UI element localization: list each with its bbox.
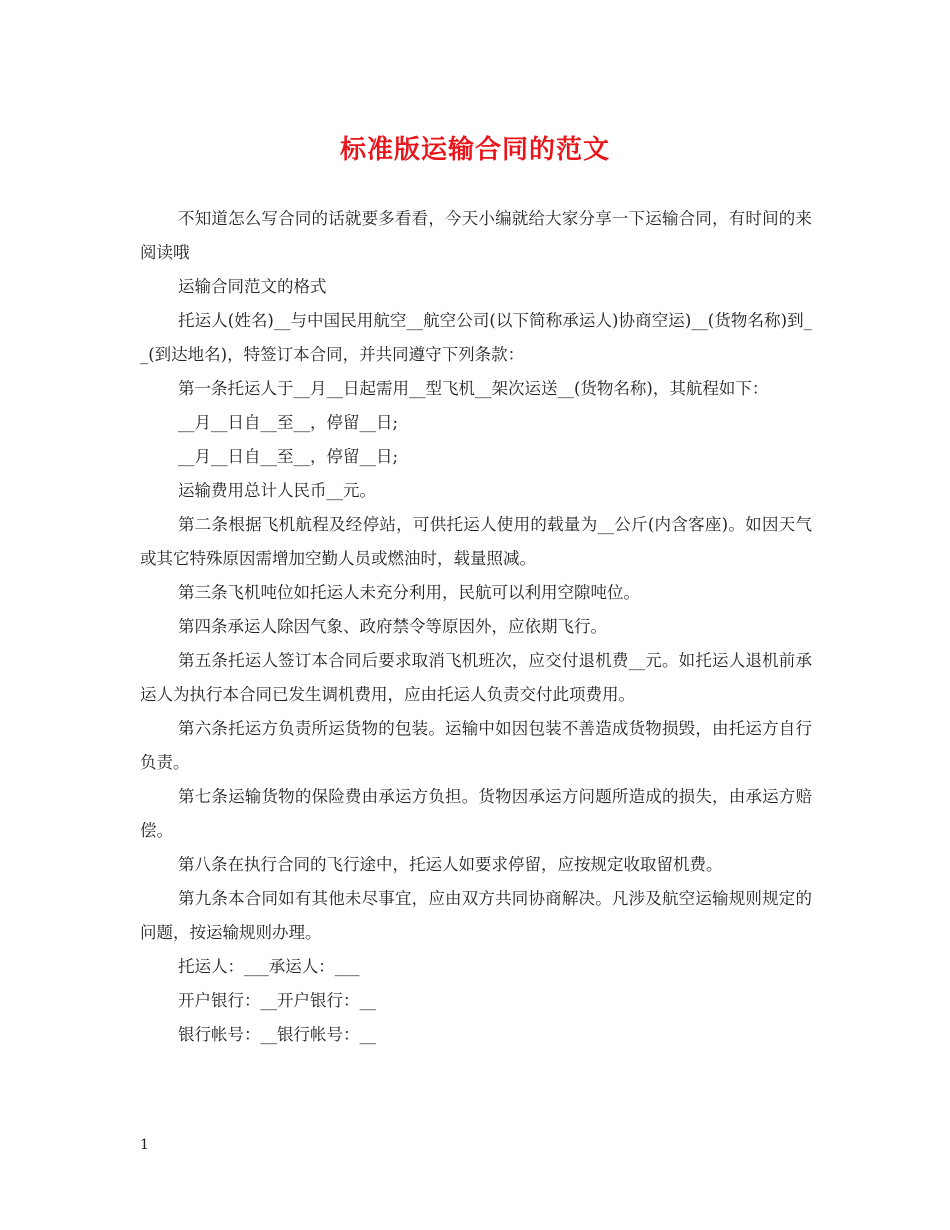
paragraph-article-5: 第五条托运人签订本合同后要求取消飞机班次，应交付退机费__元。如托运人退机前承运人为执行本合同已发生调机费用，应由托运人负责交付此项费用。 bbox=[140, 651, 812, 704]
paragraph-route-1: __月__日自__至__，停留__日; bbox=[178, 413, 399, 432]
paragraph-article-9: 第九条本合同如有其他未尽事宜，应由双方共同协商解决。凡涉及航空运输规则规定的问题，按运输规则办理。 bbox=[140, 889, 812, 942]
paragraph-article-6: 第六条托运方负责所运货物的包装。运输中如因包装不善造成货物损毁，由托运方自行负责。 bbox=[140, 719, 812, 772]
signature-account: 银行帐号：__银行帐号：__ bbox=[178, 1025, 376, 1044]
paragraph-article-8: 第八条在执行合同的飞行途中，托运人如要求停留，应按规定收取留机费。 bbox=[178, 855, 723, 874]
paragraph-parties: 托运人(姓名)__与中国民用航空__航空公司(以下简称承运人)协商空运)__(货物名称)到__(到达地名)，特签订本合同，并共同遵守下列条款： bbox=[140, 311, 812, 364]
paragraph-article-7: 第七条运输货物的保险费由承运方负担。货物因承运方问题所造成的损失，由承运方赔偿。 bbox=[140, 787, 812, 840]
paragraph-article-1: 第一条托运人于__月__日起需用__型飞机__架次运送__(货物名称)，其航程如下： bbox=[178, 379, 769, 398]
paragraph-route-2: __月__日自__至__，停留__日; bbox=[178, 447, 399, 466]
signature-bank: 开户银行：__开户银行：__ bbox=[178, 991, 376, 1010]
document-title: 标准版运输合同的范文 bbox=[339, 135, 610, 165]
signature-parties: 托运人：___承运人：___ bbox=[178, 957, 360, 976]
paragraph-format-heading: 运输合同范文的格式 bbox=[178, 277, 327, 296]
page-number: 1 bbox=[140, 1137, 149, 1153]
paragraph-article-2: 第二条根据飞机航程及经停站，可供托运人使用的载量为__公斤(内含客座)。如因天气或其它特殊原因需增加空勤人员或燃油时，载量照减。 bbox=[140, 515, 812, 568]
paragraph-total-fee: 运输费用总计人民币__元。 bbox=[178, 481, 376, 500]
paragraph-intro: 不知道怎么写合同的话就要多看看，今天小编就给大家分享一下运输合同，有时间的来阅读哦 bbox=[140, 209, 812, 262]
paragraph-article-4: 第四条承运人除因气象、政府禁令等原因外，应依期飞行。 bbox=[178, 617, 607, 636]
paragraph-article-3: 第三条飞机吨位如托运人未充分利用，民航可以利用空隙吨位。 bbox=[178, 583, 640, 602]
document-body bbox=[140, 202, 812, 1052]
